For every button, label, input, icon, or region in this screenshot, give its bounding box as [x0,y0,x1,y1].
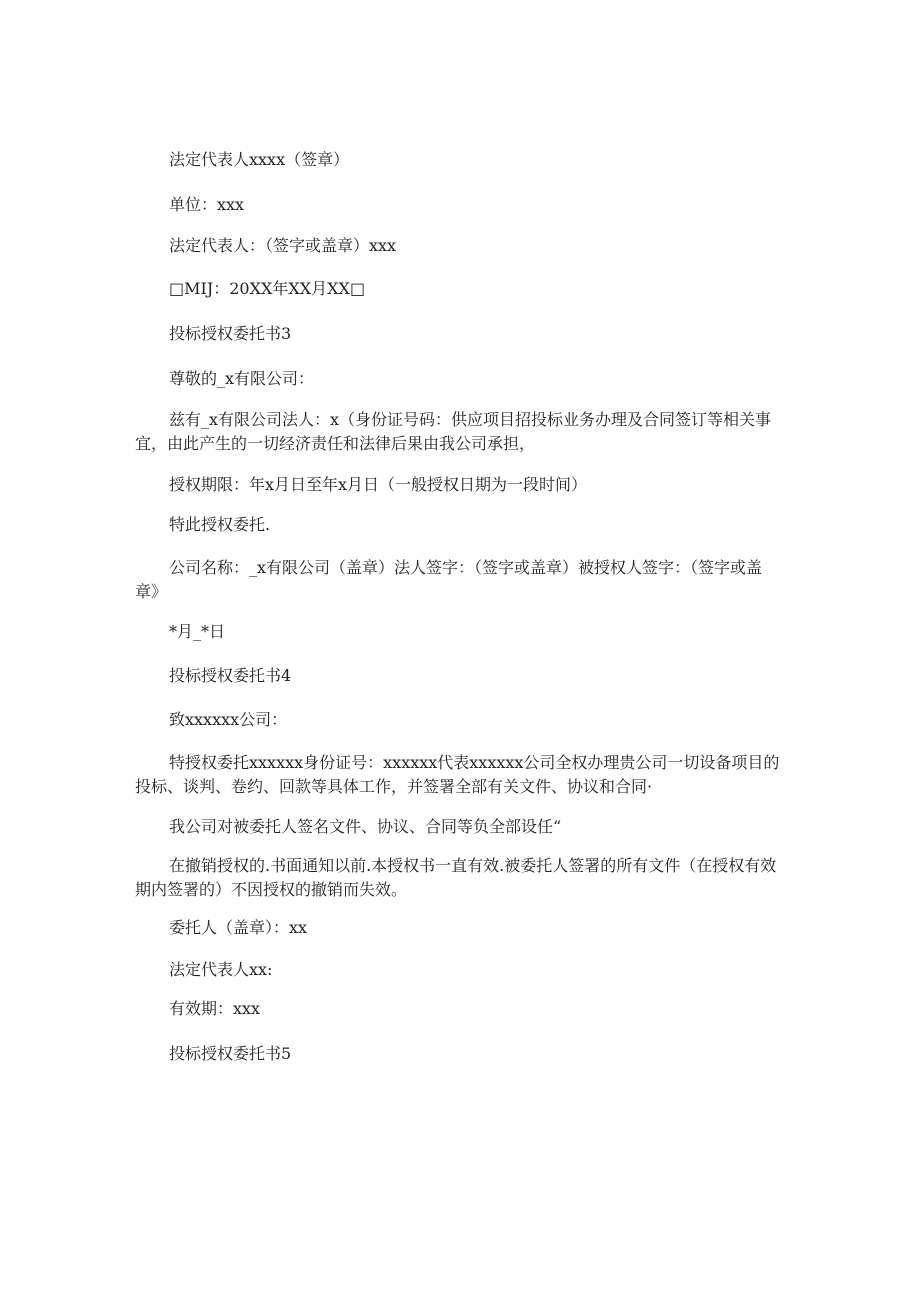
company-signature-block: 公司名称：_x有限公司（盖章）法人签字：（签字或盖章）被授权人签字：（签字或盖章》 [135,558,763,601]
legal-rep-sign-line: 法定代表人：（签字或盖章）xxx [169,236,397,255]
authorization-body: 兹有_x有限公司法人：x（身份证号码：供应项目招投标业务办理及合同签订等相关事宜，由此产生的一切经济责任和法律后果由我公司承担， [135,410,772,453]
month-day-line: *月_*日 [169,622,226,641]
addressee-line: 致xxxxxx公司： [169,710,288,729]
section-heading-3: 投标授权委托书3 [169,324,292,343]
authorization-closing: 特此授权委托. [169,515,271,534]
principal-seal-line: 委托人（盖章）：xx [169,918,308,937]
salutation-line: 尊敬的_x有限公司： [169,369,315,388]
unit-line: 单位：xxx [169,195,245,214]
validity-period-line: 有效期：xxx [169,999,261,1018]
validity-statement: 在撤销授权的.书面通知以前.本授权书一直有效.被委托人签署的所有文件（在授权有效期内签署的）不因授权的撤销而失效。 [135,856,777,899]
section-heading-5: 投标授权委托书5 [169,1044,292,1063]
legal-rep-line: 法定代表人xx: [169,960,273,979]
section-heading-4: 投标授权委托书4 [169,666,292,685]
legal-rep-signature-line: 法定代表人xxxx（签章） [169,150,350,169]
delegation-body: 特授权委托xxxxxx身份证号：xxxxxx代表xxxxxx公司全权办理贵公司一切设备项目的投标、谈判、卷约、回款等具体工作，并签署全部有关文件、协议和合同· [135,753,780,796]
date-line: □MIJ：20XX年XX月XX□ [169,279,366,298]
authorization-period: 授权期限：年x月日至年x月日（一般授权日期为一段时间） [169,475,588,494]
responsibility-statement: 我公司对被委托人签名文件、协议、合同等负全部设任“ [169,817,562,836]
